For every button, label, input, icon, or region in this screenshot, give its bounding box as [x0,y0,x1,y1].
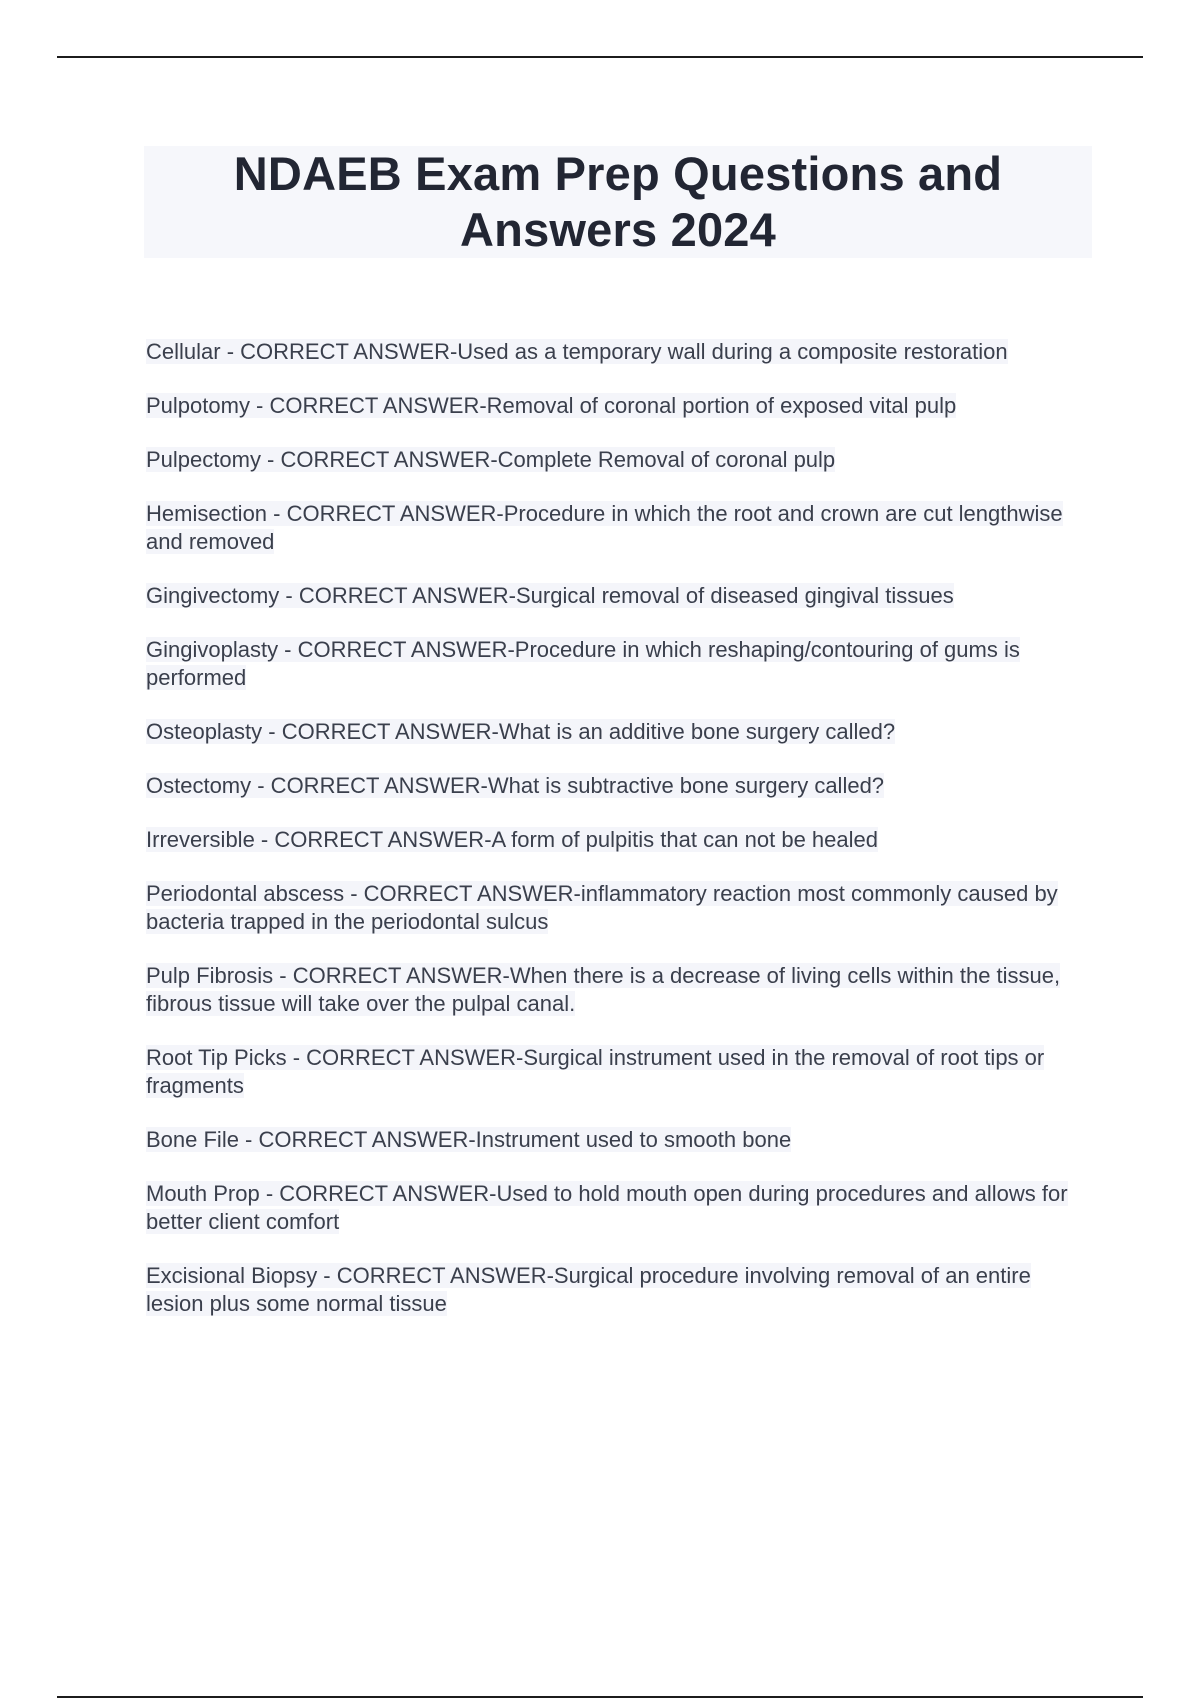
qa-list [146,338,1092,1344]
qa-item-mouth-prop: Mouth Prop - CORRECT ANSWER-Used to hold mouth open during procedures and allows for better client comfort [146,1181,1068,1234]
qa-item-pulpectomy: Pulpectomy - CORRECT ANSWER-Complete Removal of coronal pulp [146,447,836,472]
qa-item-gingivoplasty: Gingivoplasty - CORRECT ANSWER-Procedure in which reshaping/contouring of gums is performed [146,637,1020,690]
qa-item-cellular: Cellular - CORRECT ANSWER-Used as a temporary wall during a composite restoration [146,339,1008,364]
qa-item-pulpotomy: Pulpotomy - CORRECT ANSWER-Removal of coronal portion of exposed vital pulp [146,393,957,418]
qa-item-gingivectomy: Gingivectomy - CORRECT ANSWER-Surgical removal of diseased gingival tissues [146,583,954,608]
qa-item-excisional-biopsy: Excisional Biopsy - CORRECT ANSWER-Surgical procedure involving removal of an entire lesion plus some normal tissue [146,1263,1031,1316]
qa-item-hemisection: Hemisection - CORRECT ANSWER-Procedure in which the root and crown are cut lengthwise and removed [146,501,1063,554]
bottom-divider [57,1696,1143,1698]
qa-item-root-tip-picks: Root Tip Picks - CORRECT ANSWER-Surgical instrument used in the removal of root tips or fragments [146,1045,1045,1098]
qa-item-irreversible: Irreversible - CORRECT ANSWER-A form of pulpitis that can not be healed [146,827,878,852]
qa-item-osteoplasty: Osteoplasty - CORRECT ANSWER-What is an additive bone surgery called? [146,719,896,744]
qa-item-periodontal-abscess: Periodontal abscess - CORRECT ANSWER-inflammatory reaction most commonly caused by bacteria trapped in the periodontal sulcus [146,881,1058,934]
page-title: NDAEB Exam Prep Questions and Answers 2024 [233,147,1003,256]
qa-item-ostectomy: Ostectomy - CORRECT ANSWER-What is subtractive bone surgery called? [146,773,885,798]
title-banner [144,146,1092,258]
top-divider [57,56,1143,58]
qa-item-pulp-fibrosis: Pulp Fibrosis - CORRECT ANSWER-When there is a decrease of living cells within the tissue, fibrous tissue will take over the pulpal canal. [146,963,1061,1016]
qa-item-bone-file: Bone File - CORRECT ANSWER-Instrument used to smooth bone [146,1127,792,1152]
